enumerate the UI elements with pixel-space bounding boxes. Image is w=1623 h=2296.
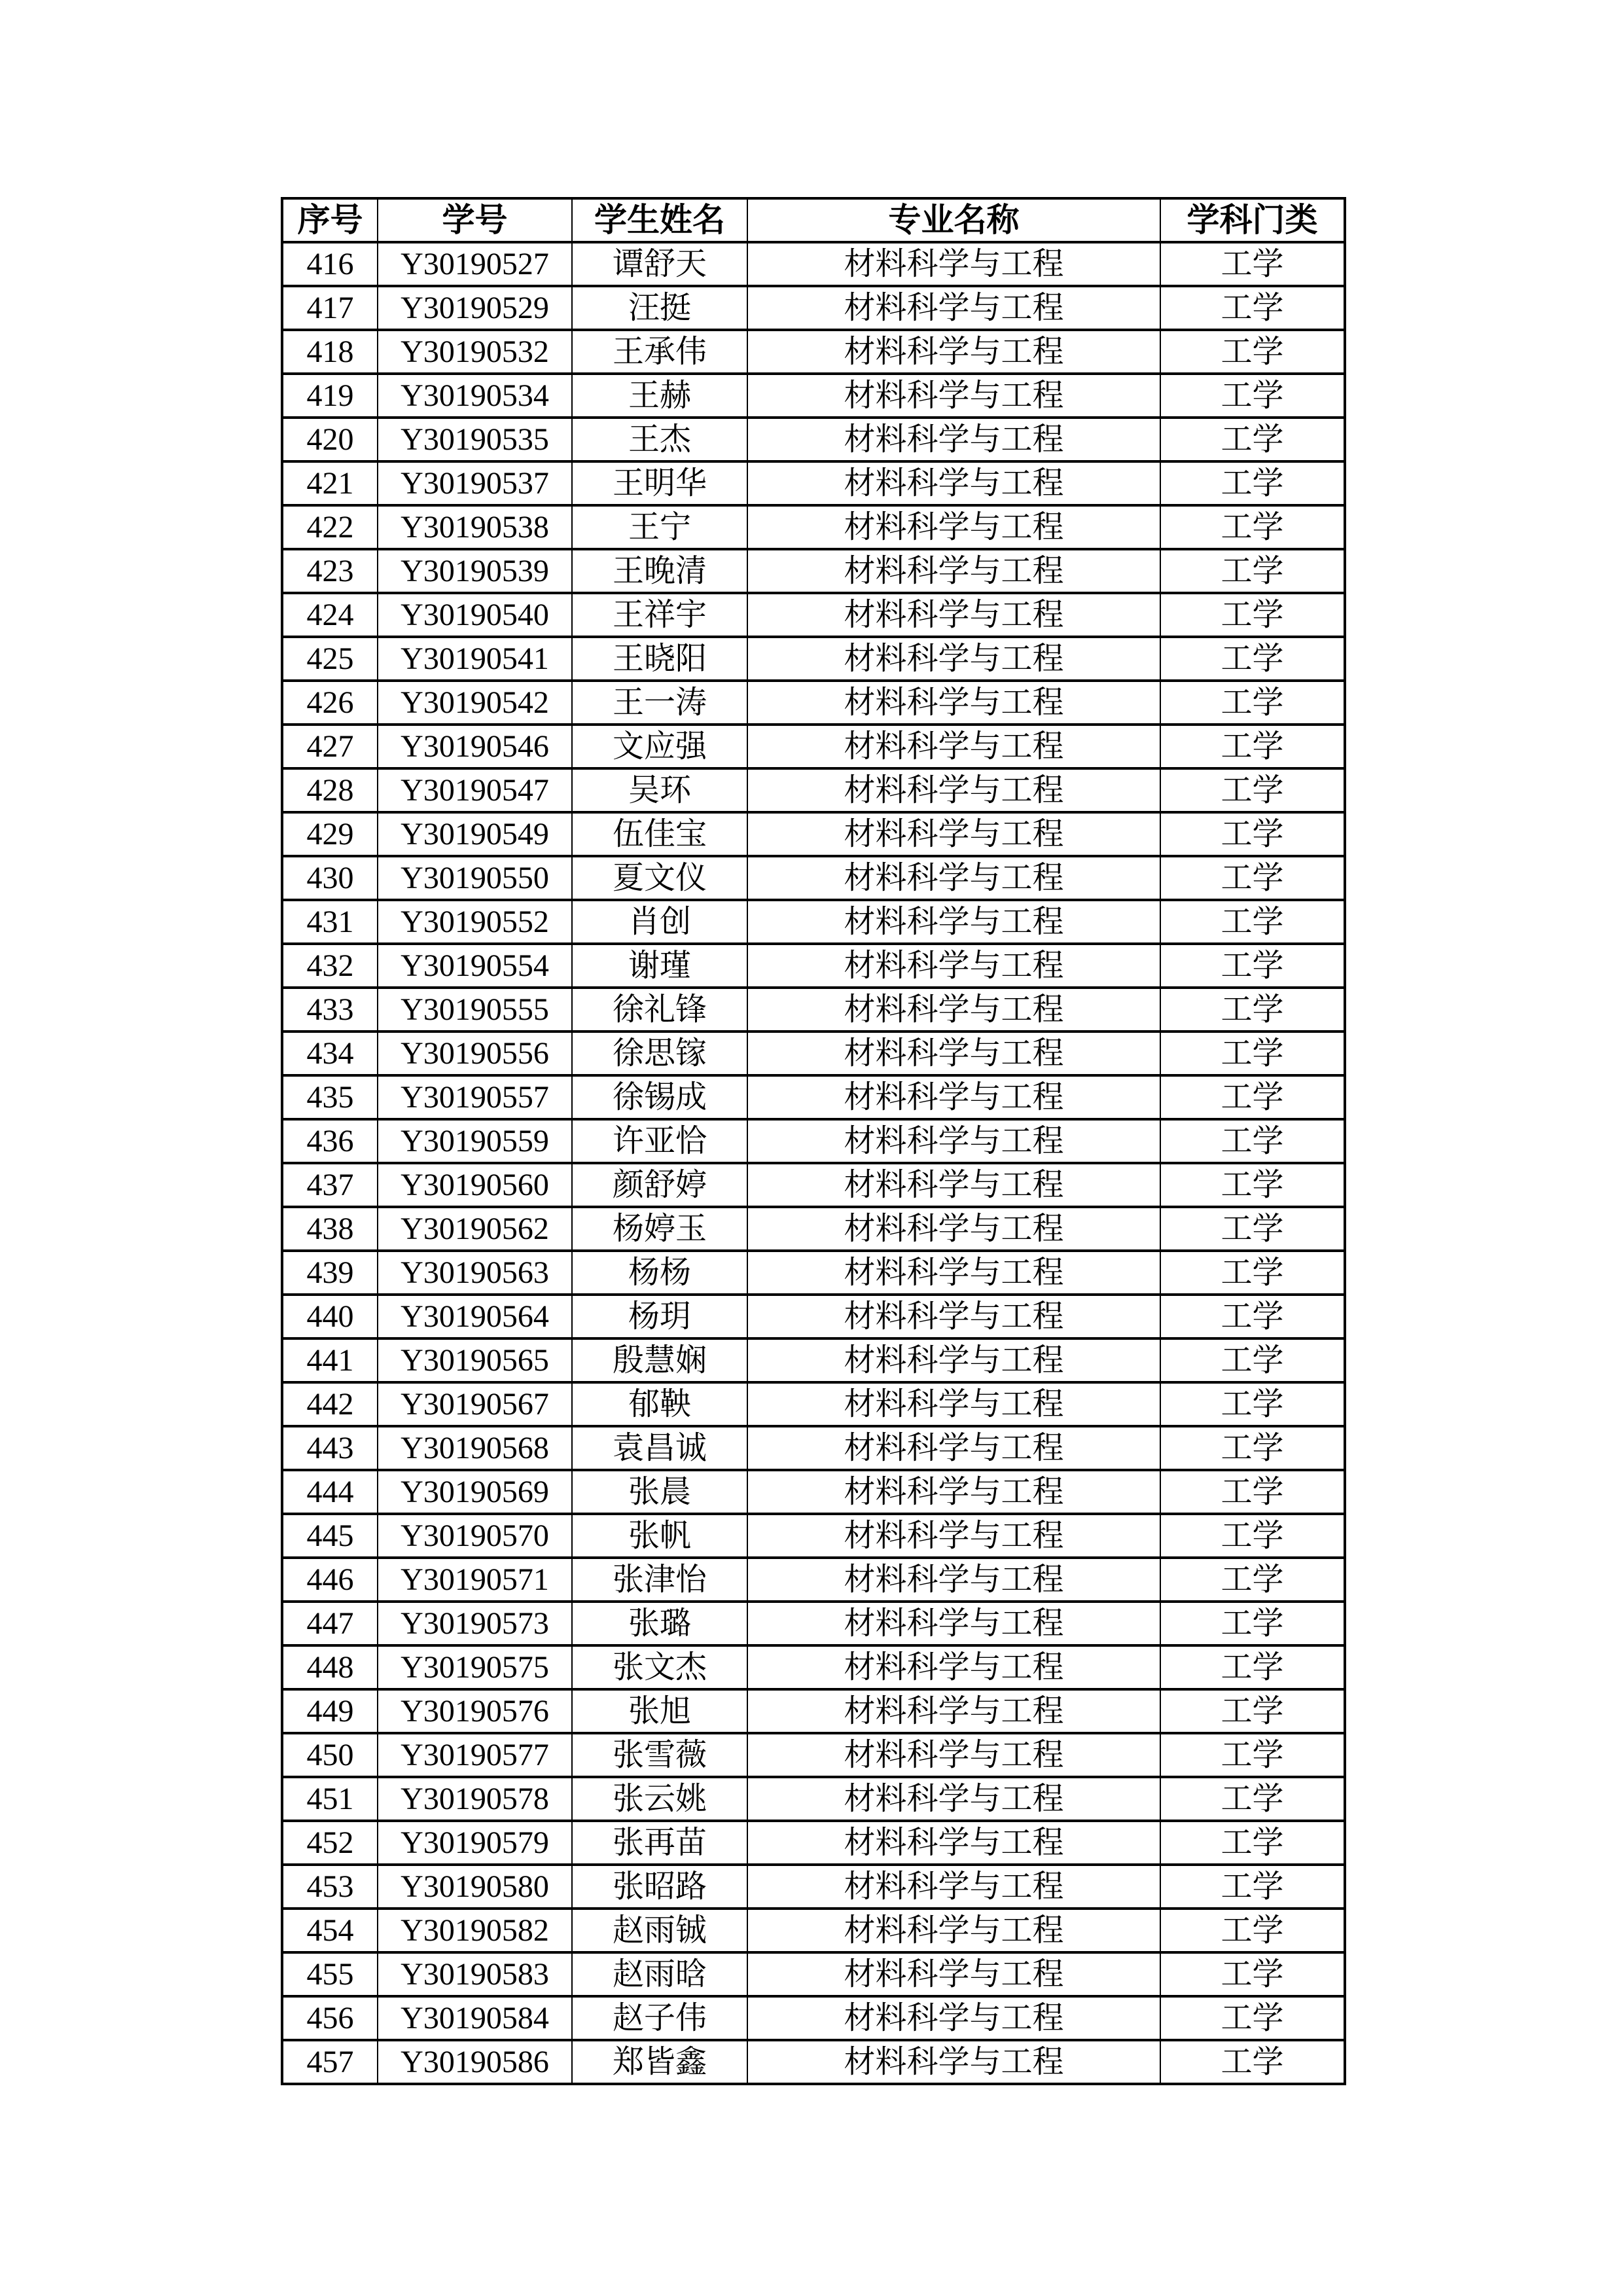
cell-category: 工学 <box>1160 286 1345 330</box>
cell-student-name: 张旭 <box>572 1689 747 1733</box>
cell-category: 工学 <box>1160 418 1345 461</box>
table-row <box>282 812 1345 856</box>
table-row <box>282 988 1345 1031</box>
cell-serial: 451 <box>282 1777 378 1821</box>
cell-student-name: 许亚恰 <box>572 1119 747 1163</box>
cell-major: 材料科学与工程 <box>747 1119 1160 1163</box>
cell-serial: 435 <box>282 1075 378 1119</box>
cell-category: 工学 <box>1160 1251 1345 1295</box>
cell-serial: 456 <box>282 1996 378 2040</box>
header-student-name: 学生姓名 <box>572 198 747 242</box>
cell-student-id: Y30190556 <box>378 1031 572 1075</box>
cell-student-name: 郁鞅 <box>572 1382 747 1426</box>
cell-serial: 439 <box>282 1251 378 1295</box>
cell-student-name: 肖创 <box>572 900 747 944</box>
cell-category: 工学 <box>1160 1119 1345 1163</box>
cell-student-name: 颜舒婷 <box>572 1163 747 1207</box>
cell-student-id: Y30190576 <box>378 1689 572 1733</box>
cell-serial: 454 <box>282 1909 378 1952</box>
cell-major: 材料科学与工程 <box>747 1163 1160 1207</box>
cell-category: 工学 <box>1160 1163 1345 1207</box>
cell-student-id: Y30190569 <box>378 1470 572 1514</box>
cell-student-id: Y30190555 <box>378 988 572 1031</box>
cell-student-id: Y30190532 <box>378 330 572 374</box>
table-row <box>282 2040 1345 2084</box>
cell-student-name: 王赫 <box>572 374 747 418</box>
table-row <box>282 1251 1345 1295</box>
cell-student-name: 张昭路 <box>572 1865 747 1909</box>
cell-student-name: 王晓阳 <box>572 637 747 681</box>
cell-category: 工学 <box>1160 461 1345 505</box>
cell-category: 工学 <box>1160 944 1345 988</box>
cell-serial: 423 <box>282 549 378 593</box>
cell-major: 材料科学与工程 <box>747 856 1160 900</box>
cell-category: 工学 <box>1160 1426 1345 1470</box>
cell-serial: 426 <box>282 681 378 725</box>
table-row <box>282 1645 1345 1689</box>
cell-major: 材料科学与工程 <box>747 505 1160 549</box>
cell-student-name: 杨玥 <box>572 1295 747 1338</box>
cell-student-name: 王一涛 <box>572 681 747 725</box>
cell-student-name: 王祥宇 <box>572 593 747 637</box>
cell-category: 工学 <box>1160 1075 1345 1119</box>
cell-student-name: 谭舒天 <box>572 242 747 286</box>
cell-major: 材料科学与工程 <box>747 1295 1160 1338</box>
table-row <box>282 549 1345 593</box>
cell-serial: 419 <box>282 374 378 418</box>
cell-major: 材料科学与工程 <box>747 418 1160 461</box>
cell-serial: 434 <box>282 1031 378 1075</box>
cell-category: 工学 <box>1160 1952 1345 1996</box>
cell-major: 材料科学与工程 <box>747 286 1160 330</box>
table-row <box>282 1602 1345 1645</box>
cell-student-id: Y30190527 <box>378 242 572 286</box>
cell-student-id: Y30190554 <box>378 944 572 988</box>
cell-student-name: 王宁 <box>572 505 747 549</box>
cell-student-id: Y30190534 <box>378 374 572 418</box>
cell-student-id: Y30190573 <box>378 1602 572 1645</box>
cell-student-name: 赵雨晗 <box>572 1952 747 1996</box>
cell-major: 材料科学与工程 <box>747 988 1160 1031</box>
table-row <box>282 1382 1345 1426</box>
cell-student-id: Y30190538 <box>378 505 572 549</box>
cell-serial: 441 <box>282 1338 378 1382</box>
cell-student-id: Y30190549 <box>378 812 572 856</box>
cell-serial: 416 <box>282 242 378 286</box>
cell-student-name: 袁昌诚 <box>572 1426 747 1470</box>
table-row <box>282 505 1345 549</box>
cell-serial: 457 <box>282 2040 378 2084</box>
cell-serial: 453 <box>282 1865 378 1909</box>
cell-category: 工学 <box>1160 330 1345 374</box>
cell-category: 工学 <box>1160 242 1345 286</box>
student-roster-table <box>281 197 1346 2085</box>
cell-major: 材料科学与工程 <box>747 1821 1160 1865</box>
table-row <box>282 374 1345 418</box>
cell-student-id: Y30190567 <box>378 1382 572 1426</box>
cell-serial: 433 <box>282 988 378 1031</box>
cell-serial: 438 <box>282 1207 378 1251</box>
cell-student-name: 徐礼锋 <box>572 988 747 1031</box>
cell-category: 工学 <box>1160 1996 1345 2040</box>
table-row <box>282 1207 1345 1251</box>
cell-student-name: 赵子伟 <box>572 1996 747 2040</box>
cell-major: 材料科学与工程 <box>747 1952 1160 1996</box>
cell-category: 工学 <box>1160 1207 1345 1251</box>
table-row <box>282 944 1345 988</box>
cell-student-name: 张雪薇 <box>572 1733 747 1777</box>
cell-serial: 447 <box>282 1602 378 1645</box>
cell-category: 工学 <box>1160 374 1345 418</box>
table-row <box>282 1777 1345 1821</box>
cell-major: 材料科学与工程 <box>747 1207 1160 1251</box>
cell-student-name: 殷慧娴 <box>572 1338 747 1382</box>
cell-major: 材料科学与工程 <box>747 1645 1160 1689</box>
cell-major: 材料科学与工程 <box>747 681 1160 725</box>
cell-category: 工学 <box>1160 1645 1345 1689</box>
table-row <box>282 1996 1345 2040</box>
cell-serial: 431 <box>282 900 378 944</box>
cell-student-id: Y30190586 <box>378 2040 572 2084</box>
cell-student-name: 王明华 <box>572 461 747 505</box>
cell-major: 材料科学与工程 <box>747 330 1160 374</box>
cell-category: 工学 <box>1160 900 1345 944</box>
cell-major: 材料科学与工程 <box>747 549 1160 593</box>
table-row <box>282 418 1345 461</box>
cell-student-id: Y30190560 <box>378 1163 572 1207</box>
cell-category: 工学 <box>1160 549 1345 593</box>
cell-category: 工学 <box>1160 1909 1345 1952</box>
cell-serial: 445 <box>282 1514 378 1558</box>
cell-major: 材料科学与工程 <box>747 1251 1160 1295</box>
cell-category: 工学 <box>1160 1777 1345 1821</box>
cell-student-name: 汪挺 <box>572 286 747 330</box>
cell-category: 工学 <box>1160 1865 1345 1909</box>
cell-serial: 449 <box>282 1689 378 1733</box>
cell-student-name: 文应强 <box>572 725 747 768</box>
cell-category: 工学 <box>1160 1821 1345 1865</box>
cell-category: 工学 <box>1160 988 1345 1031</box>
header-category: 学科门类 <box>1160 198 1345 242</box>
table-row <box>282 1514 1345 1558</box>
cell-student-id: Y30190550 <box>378 856 572 900</box>
table-row <box>282 1075 1345 1119</box>
cell-category: 工学 <box>1160 1470 1345 1514</box>
cell-major: 材料科学与工程 <box>747 461 1160 505</box>
cell-major: 材料科学与工程 <box>747 1777 1160 1821</box>
cell-student-id: Y30190565 <box>378 1338 572 1382</box>
cell-major: 材料科学与工程 <box>747 1514 1160 1558</box>
cell-serial: 443 <box>282 1426 378 1470</box>
cell-major: 材料科学与工程 <box>747 593 1160 637</box>
cell-major: 材料科学与工程 <box>747 1996 1160 2040</box>
cell-serial: 444 <box>282 1470 378 1514</box>
cell-category: 工学 <box>1160 2040 1345 2084</box>
cell-major: 材料科学与工程 <box>747 1689 1160 1733</box>
cell-student-id: Y30190540 <box>378 593 572 637</box>
cell-student-id: Y30190578 <box>378 1777 572 1821</box>
cell-student-name: 杨婷玉 <box>572 1207 747 1251</box>
cell-serial: 417 <box>282 286 378 330</box>
cell-serial: 437 <box>282 1163 378 1207</box>
cell-serial: 432 <box>282 944 378 988</box>
cell-major: 材料科学与工程 <box>747 1602 1160 1645</box>
table-row <box>282 1952 1345 1996</box>
cell-student-name: 张云姚 <box>572 1777 747 1821</box>
cell-category: 工学 <box>1160 1295 1345 1338</box>
table-row <box>282 1163 1345 1207</box>
cell-student-id: Y30190541 <box>378 637 572 681</box>
cell-student-name: 谢瑾 <box>572 944 747 988</box>
cell-serial: 448 <box>282 1645 378 1689</box>
cell-category: 工学 <box>1160 505 1345 549</box>
cell-student-id: Y30190580 <box>378 1865 572 1909</box>
cell-student-id: Y30190535 <box>378 418 572 461</box>
table-row <box>282 1821 1345 1865</box>
cell-student-id: Y30190575 <box>378 1645 572 1689</box>
cell-serial: 425 <box>282 637 378 681</box>
cell-student-name: 张津怡 <box>572 1558 747 1602</box>
cell-serial: 422 <box>282 505 378 549</box>
table-row <box>282 1558 1345 1602</box>
cell-student-id: Y30190570 <box>378 1514 572 1558</box>
cell-serial: 442 <box>282 1382 378 1426</box>
cell-major: 材料科学与工程 <box>747 1338 1160 1382</box>
cell-major: 材料科学与工程 <box>747 1865 1160 1909</box>
cell-major: 材料科学与工程 <box>747 725 1160 768</box>
cell-serial: 430 <box>282 856 378 900</box>
table-row <box>282 286 1345 330</box>
cell-major: 材料科学与工程 <box>747 944 1160 988</box>
cell-serial: 424 <box>282 593 378 637</box>
cell-major: 材料科学与工程 <box>747 1558 1160 1602</box>
cell-student-id: Y30190552 <box>378 900 572 944</box>
cell-category: 工学 <box>1160 725 1345 768</box>
header-student-id: 学号 <box>378 198 572 242</box>
cell-major: 材料科学与工程 <box>747 1909 1160 1952</box>
cell-major: 材料科学与工程 <box>747 1075 1160 1119</box>
cell-serial: 427 <box>282 725 378 768</box>
table-row <box>282 1689 1345 1733</box>
cell-serial: 420 <box>282 418 378 461</box>
table-row <box>282 1338 1345 1382</box>
cell-student-id: Y30190582 <box>378 1909 572 1952</box>
cell-serial: 446 <box>282 1558 378 1602</box>
cell-category: 工学 <box>1160 1382 1345 1426</box>
table-row <box>282 1909 1345 1952</box>
cell-student-id: Y30190537 <box>378 461 572 505</box>
table-row <box>282 856 1345 900</box>
table-row <box>282 242 1345 286</box>
table-row <box>282 330 1345 374</box>
cell-student-id: Y30190577 <box>378 1733 572 1777</box>
table-row <box>282 768 1345 812</box>
cell-category: 工学 <box>1160 812 1345 856</box>
cell-major: 材料科学与工程 <box>747 768 1160 812</box>
cell-student-id: Y30190571 <box>378 1558 572 1602</box>
cell-category: 工学 <box>1160 1338 1345 1382</box>
table-row <box>282 1119 1345 1163</box>
cell-student-name: 张璐 <box>572 1602 747 1645</box>
cell-student-name: 王晚清 <box>572 549 747 593</box>
cell-category: 工学 <box>1160 681 1345 725</box>
cell-student-name: 王杰 <box>572 418 747 461</box>
cell-student-id: Y30190583 <box>378 1952 572 1996</box>
cell-student-id: Y30190579 <box>378 1821 572 1865</box>
table-row <box>282 1295 1345 1338</box>
table-row <box>282 900 1345 944</box>
cell-student-name: 张再苗 <box>572 1821 747 1865</box>
cell-student-id: Y30190564 <box>378 1295 572 1338</box>
cell-major: 材料科学与工程 <box>747 900 1160 944</box>
cell-category: 工学 <box>1160 1031 1345 1075</box>
cell-student-name: 张文杰 <box>572 1645 747 1689</box>
cell-student-id: Y30190584 <box>378 1996 572 2040</box>
table-row <box>282 461 1345 505</box>
cell-serial: 452 <box>282 1821 378 1865</box>
cell-category: 工学 <box>1160 593 1345 637</box>
roster-table-body <box>282 242 1345 2084</box>
cell-student-name: 吴环 <box>572 768 747 812</box>
cell-category: 工学 <box>1160 1733 1345 1777</box>
table-row <box>282 1733 1345 1777</box>
table-row <box>282 1470 1345 1514</box>
table-row <box>282 637 1345 681</box>
cell-serial: 429 <box>282 812 378 856</box>
cell-student-name: 徐思镓 <box>572 1031 747 1075</box>
cell-category: 工学 <box>1160 856 1345 900</box>
cell-student-id: Y30190563 <box>378 1251 572 1295</box>
cell-student-id: Y30190546 <box>378 725 572 768</box>
table-row <box>282 1865 1345 1909</box>
cell-category: 工学 <box>1160 1602 1345 1645</box>
cell-student-id: Y30190539 <box>378 549 572 593</box>
cell-student-name: 王承伟 <box>572 330 747 374</box>
cell-student-name: 杨杨 <box>572 1251 747 1295</box>
cell-serial: 418 <box>282 330 378 374</box>
cell-student-id: Y30190562 <box>378 1207 572 1251</box>
cell-serial: 440 <box>282 1295 378 1338</box>
cell-student-name: 徐锡成 <box>572 1075 747 1119</box>
cell-student-id: Y30190557 <box>378 1075 572 1119</box>
cell-student-name: 伍佳宝 <box>572 812 747 856</box>
cell-major: 材料科学与工程 <box>747 1426 1160 1470</box>
cell-major: 材料科学与工程 <box>747 812 1160 856</box>
cell-student-name: 夏文仪 <box>572 856 747 900</box>
cell-major: 材料科学与工程 <box>747 1382 1160 1426</box>
cell-serial: 421 <box>282 461 378 505</box>
table-row <box>282 725 1345 768</box>
cell-student-name: 张帆 <box>572 1514 747 1558</box>
header-major: 专业名称 <box>747 198 1160 242</box>
cell-serial: 428 <box>282 768 378 812</box>
table-row <box>282 1031 1345 1075</box>
cell-serial: 455 <box>282 1952 378 1996</box>
header-serial: 序号 <box>282 198 378 242</box>
cell-major: 材料科学与工程 <box>747 242 1160 286</box>
cell-student-name: 赵雨铖 <box>572 1909 747 1952</box>
cell-major: 材料科学与工程 <box>747 1031 1160 1075</box>
header-row <box>282 198 1345 242</box>
cell-serial: 436 <box>282 1119 378 1163</box>
cell-category: 工学 <box>1160 637 1345 681</box>
cell-student-name: 张晨 <box>572 1470 747 1514</box>
table-row <box>282 593 1345 637</box>
table-row <box>282 681 1345 725</box>
cell-student-id: Y30190542 <box>378 681 572 725</box>
cell-major: 材料科学与工程 <box>747 2040 1160 2084</box>
cell-major: 材料科学与工程 <box>747 1470 1160 1514</box>
cell-serial: 450 <box>282 1733 378 1777</box>
cell-major: 材料科学与工程 <box>747 1733 1160 1777</box>
cell-major: 材料科学与工程 <box>747 374 1160 418</box>
cell-category: 工学 <box>1160 768 1345 812</box>
cell-major: 材料科学与工程 <box>747 637 1160 681</box>
cell-student-id: Y30190547 <box>378 768 572 812</box>
table-row <box>282 1426 1345 1470</box>
cell-student-id: Y30190559 <box>378 1119 572 1163</box>
roster-table <box>281 197 1346 2085</box>
cell-category: 工学 <box>1160 1558 1345 1602</box>
cell-student-id: Y30190568 <box>378 1426 572 1470</box>
cell-category: 工学 <box>1160 1689 1345 1733</box>
cell-student-id: Y30190529 <box>378 286 572 330</box>
cell-student-name: 郑皆鑫 <box>572 2040 747 2084</box>
cell-category: 工学 <box>1160 1514 1345 1558</box>
